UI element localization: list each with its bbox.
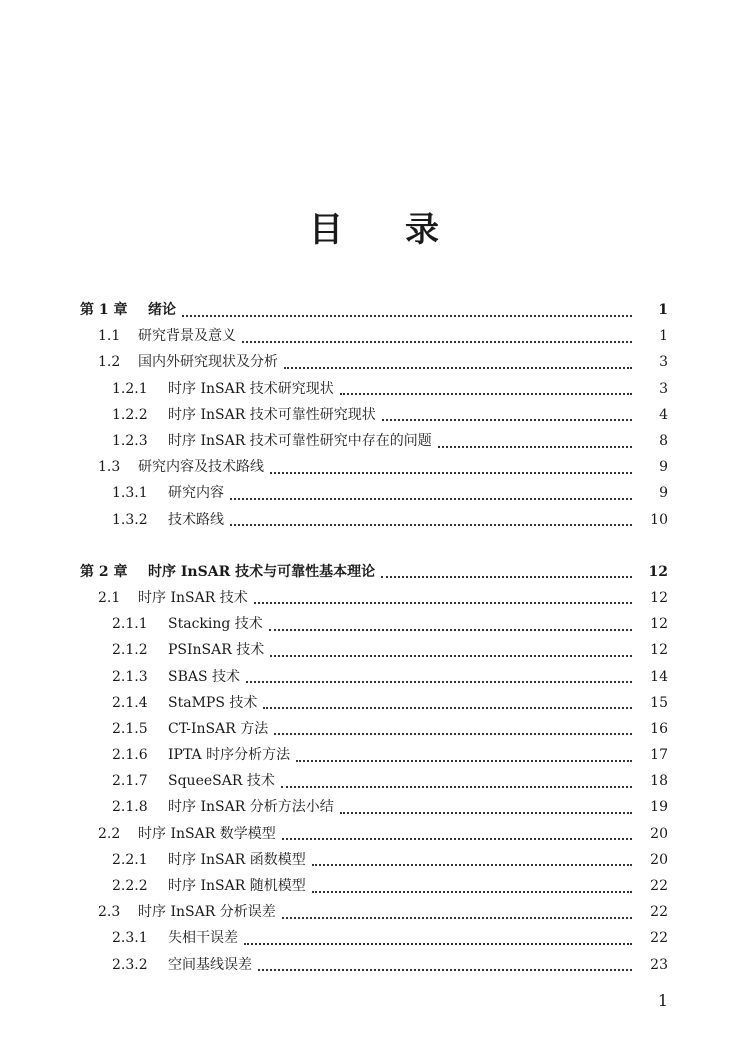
toc-entry-title: 技术路线	[168, 511, 224, 528]
toc-section-entry[interactable]	[0, 742, 750, 768]
toc-entry-page: 19	[650, 799, 668, 816]
toc-section-entry[interactable]	[0, 925, 750, 951]
toc-leader-dots	[381, 575, 632, 578]
toc-entry-page: 4	[659, 406, 668, 423]
toc-leader-dots	[182, 314, 632, 317]
toc-section-entry[interactable]	[0, 899, 750, 925]
toc-entry-title: 时序 InSAR 随机模型	[168, 878, 306, 895]
toc-section-entry[interactable]	[0, 402, 750, 428]
toc-entry-page: 3	[659, 380, 668, 397]
toc-entry-title: 国内外研究现状及分析	[138, 354, 278, 371]
toc-entry-title: 绪论	[148, 302, 176, 319]
toc-leader-dots	[282, 837, 632, 840]
toc-entry-page: 23	[650, 956, 668, 973]
toc-entry-title: IPTA 时序分析方法	[168, 747, 291, 764]
toc-leader-dots	[382, 418, 632, 421]
toc-section-entry[interactable]	[0, 349, 750, 375]
toc-leader-dots	[340, 811, 632, 814]
table-of-contents	[0, 297, 750, 978]
toc-section-entry[interactable]	[0, 716, 750, 742]
toc-entry-title: 时序 InSAR 技术研究现状	[168, 380, 334, 397]
toc-leader-dots	[244, 942, 632, 945]
toc-entry-title: 时序 InSAR 技术	[138, 589, 248, 606]
toc-entry-page: 1	[659, 328, 668, 345]
toc-entry-title: 时序 InSAR 数学模型	[138, 825, 276, 842]
toc-leader-dots	[246, 680, 632, 683]
toc-leader-dots	[340, 392, 632, 395]
toc-entry-page: 12	[650, 616, 668, 633]
toc-entry-title: 时序 InSAR 技术可靠性研究现状	[168, 406, 376, 423]
toc-entry-number: 2.1.6	[112, 747, 148, 764]
toc-entry-title: 研究内容	[168, 485, 224, 502]
toc-entry-page: 22	[650, 930, 668, 947]
toc-entry-page: 22	[650, 878, 668, 895]
toc-section-entry[interactable]	[0, 323, 750, 349]
toc-leader-dots	[274, 732, 632, 735]
toc-entry-title: 时序 InSAR 技术与可靠性基本理论	[148, 563, 376, 580]
toc-leader-dots	[312, 890, 632, 893]
toc-leader-dots	[296, 759, 632, 762]
toc-section-entry[interactable]	[0, 821, 750, 847]
toc-leader-dots	[282, 916, 632, 919]
toc-entry-number: 2.2.1	[112, 851, 148, 868]
toc-entry-number: 第 1 章	[80, 302, 128, 319]
toc-entry-page: 3	[659, 354, 668, 371]
toc-leader-dots	[281, 785, 632, 788]
toc-entry-number: 2.3	[98, 904, 121, 921]
toc-section-entry[interactable]	[0, 454, 750, 480]
toc-section-entry[interactable]	[0, 585, 750, 611]
page-title-char: 目	[309, 210, 345, 250]
toc-chapter-entry[interactable]	[0, 297, 750, 323]
toc-entry-number: 1.2.2	[112, 406, 148, 423]
toc-leader-dots	[270, 471, 632, 474]
toc-entry-number: 2.2	[98, 825, 121, 842]
toc-leader-dots	[438, 445, 632, 448]
toc-section-entry[interactable]	[0, 873, 750, 899]
toc-entry-title: 时序 InSAR 分析方法小结	[168, 799, 334, 816]
toc-entry-number: 第 2 章	[80, 563, 128, 580]
toc-entry-page: 17	[650, 747, 668, 764]
toc-entry-number: 2.1.7	[112, 773, 148, 790]
toc-entry-number: 2.1.3	[112, 668, 148, 685]
toc-section-entry[interactable]	[0, 690, 750, 716]
toc-entry-number: 1.3	[98, 459, 121, 476]
toc-entry-title: SqueeSAR 技术	[168, 773, 275, 790]
toc-entry-page: 18	[650, 773, 668, 790]
toc-entry-number: 2.1.1	[112, 616, 148, 633]
toc-section-entry[interactable]	[0, 376, 750, 402]
toc-entry-number: 2.1.2	[112, 642, 148, 659]
toc-entry-number: 1.2.1	[112, 380, 148, 397]
toc-entry-title: 时序 InSAR 技术可靠性研究中存在的问题	[168, 433, 432, 450]
toc-section-entry[interactable]	[0, 611, 750, 637]
toc-entry-number: 2.1.4	[112, 694, 148, 711]
toc-chapter-entry[interactable]	[0, 559, 750, 585]
toc-section-entry[interactable]	[0, 428, 750, 454]
toc-entry-number: 2.1.5	[112, 720, 148, 737]
toc-entry-page: 20	[650, 851, 668, 868]
toc-entry-title: 失相干误差	[168, 930, 238, 947]
toc-leader-dots	[242, 340, 632, 343]
toc-entry-page: 12	[650, 642, 668, 659]
toc-entry-number: 1.2	[98, 354, 121, 371]
toc-entry-number: 2.1.8	[112, 799, 148, 816]
toc-entry-page: 15	[650, 694, 668, 711]
toc-leader-dots	[284, 366, 632, 369]
toc-entry-title: Stacking 技术	[168, 616, 263, 633]
toc-entry-page: 12	[648, 563, 668, 580]
toc-entry-number: 1.3.1	[112, 485, 148, 502]
toc-entry-title: CT-InSAR 方法	[168, 720, 269, 737]
toc-section-entry[interactable]	[0, 480, 750, 506]
toc-section-entry[interactable]	[0, 663, 750, 689]
toc-entry-title: StaMPS 技术	[168, 694, 258, 711]
toc-section-entry[interactable]	[0, 847, 750, 873]
toc-entry-page: 16	[650, 720, 668, 737]
toc-leader-dots	[230, 523, 632, 526]
toc-entry-number: 2.3.2	[112, 956, 148, 973]
toc-leader-dots	[230, 497, 632, 500]
toc-entry-title: 时序 InSAR 函数模型	[168, 851, 306, 868]
toc-leader-dots	[312, 863, 632, 866]
toc-section-entry[interactable]	[0, 637, 750, 663]
toc-entry-title: 研究内容及技术路线	[138, 459, 264, 476]
toc-entry-number: 2.1	[98, 589, 121, 606]
toc-entry-number: 2.2.2	[112, 878, 148, 895]
toc-entry-page: 12	[650, 589, 668, 606]
toc-leader-dots	[270, 654, 632, 657]
toc-entry-page: 1	[658, 302, 668, 319]
toc-entry-page: 10	[650, 511, 668, 528]
toc-entry-page: 14	[650, 668, 668, 685]
toc-entry-title: 时序 InSAR 分析误差	[138, 904, 276, 921]
toc-entry-title: 研究背景及意义	[138, 328, 236, 345]
toc-entry-page: 8	[659, 433, 668, 450]
toc-entry-number: 2.3.1	[112, 930, 148, 947]
toc-entry-title: PSInSAR 技术	[168, 642, 265, 659]
toc-leader-dots	[254, 601, 632, 604]
page-number: 1	[657, 991, 668, 1010]
toc-entry-page: 9	[659, 485, 668, 502]
toc-section-entry[interactable]	[0, 794, 750, 820]
toc-section-entry[interactable]	[0, 507, 750, 533]
toc-entry-title: 空间基线误差	[168, 956, 252, 973]
toc-entry-page: 22	[650, 904, 668, 921]
toc-section-entry[interactable]	[0, 768, 750, 794]
toc-entry-number: 1.3.2	[112, 511, 148, 528]
toc-entry-page: 9	[659, 459, 668, 476]
toc-leader-dots	[269, 628, 632, 631]
toc-entry-number: 1.1	[98, 328, 121, 345]
page-title-char: 录	[405, 210, 441, 250]
toc-entry-title: SBAS 技术	[168, 668, 241, 685]
toc-leader-dots	[263, 706, 632, 709]
toc-leader-dots	[258, 968, 632, 971]
toc-section-entry[interactable]	[0, 952, 750, 978]
page-title	[0, 205, 750, 255]
toc-entry-page: 20	[650, 825, 668, 842]
toc-entry-number: 1.2.3	[112, 433, 148, 450]
